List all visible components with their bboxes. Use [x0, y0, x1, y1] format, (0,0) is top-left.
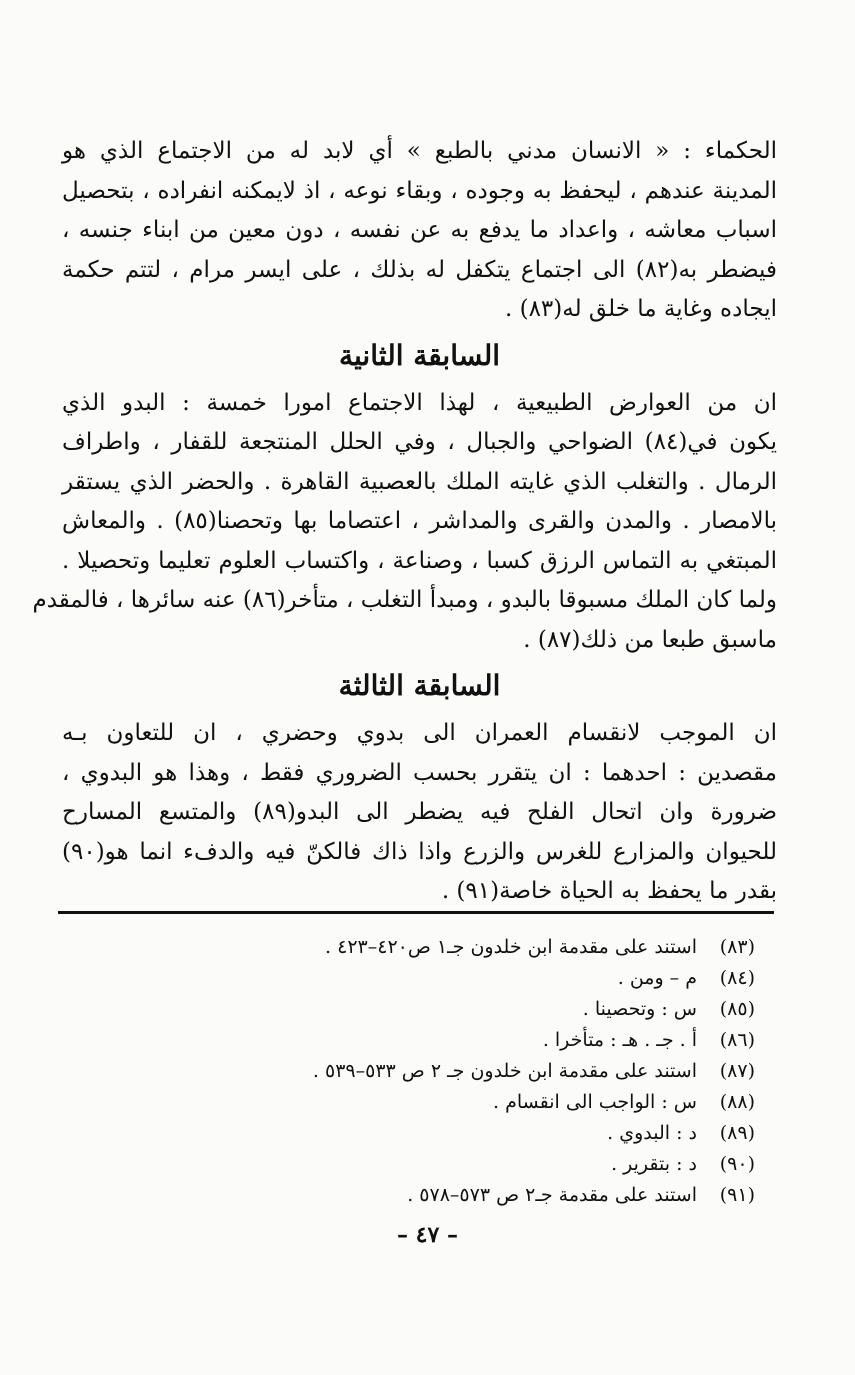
text-line: المدينة عندهم ، ليحفظ به وجوده ، وبقاء نوعه ، اذ لايمكنه انفراده ، بتحصيل	[62, 177, 777, 204]
footnote	[150, 1056, 755, 1087]
footnote	[150, 1025, 755, 1056]
paragraph-3	[62, 714, 777, 912]
text-line: ايجاده وغاية ما خلق له(٨٣) .	[504, 296, 777, 322]
footnote	[150, 1118, 755, 1149]
footnote-divider	[58, 911, 774, 914]
footnote	[150, 1180, 755, 1211]
text-line: ماسبق طبعا من ذلك(٨٧) .	[523, 626, 777, 653]
footnote	[150, 1149, 755, 1180]
page-number: – ٤٧ –	[397, 1222, 458, 1248]
section-heading-second: السابقة الثانية	[338, 338, 501, 372]
footnote-number: (٨٣)	[719, 936, 755, 958]
text-line: الرمال . والتغلب الذي غايته الملك بالعصبية القاهرة . والحضر الذي يستقر	[62, 468, 777, 495]
text-line: المبتغي به التماس الرزق كسبا ، وصناعة ، واكتساب العلوم تعليما وتحصيلا .	[62, 547, 777, 574]
text-line: ان من العوارض الطبيعية ، لهذا الاجتماع امورا خمسة : البدو الذي	[62, 389, 777, 416]
footnote-number: (٩٠)	[719, 1153, 755, 1175]
section-heading-third: السابقة الثالثة	[338, 669, 501, 702]
footnote	[150, 994, 755, 1025]
footnote-number: (٨٩)	[719, 1122, 755, 1144]
footnote-number: (٨٤)	[719, 967, 755, 989]
main-text	[32, 132, 778, 912]
footnote-number: (٨٨)	[719, 1091, 755, 1113]
footnote-text: أ . جـ . هـ : متأخرا .	[542, 1029, 697, 1051]
footnote-text: س : الواجب الى انقسام .	[493, 1091, 697, 1113]
text-line: ان الموجب لانقسام العمران الى بدوي وحضري ، ان للتعاون بـه	[62, 720, 777, 746]
footnote	[150, 932, 755, 963]
footnote-text: استند على مقدمة ابن خلدون جـ١ ص٤٢٠–٤٢٣ .	[325, 936, 697, 958]
footnote-number: (٩١)	[719, 1184, 755, 1206]
footnote-number: (٨٦)	[719, 1029, 755, 1051]
footnotes	[150, 932, 755, 1211]
text-line: للحيوان والمزارع للغرس والزرع واذا ذاك فالكنّ فيه والدفء انما هو(٩٠)	[62, 838, 777, 865]
footnote-text: استند على مقدمة جـ٢ ص ٥٧٣–٥٧٨ .	[407, 1184, 697, 1206]
footnote-text: د : بتقرير .	[611, 1153, 697, 1175]
footnote-text: د : البدوي .	[607, 1122, 697, 1144]
footnote	[150, 963, 755, 994]
paragraph-1	[62, 132, 777, 330]
text-line: مقصدين : احدهما : ان يتقرر بحسب الضروري فقط ، وهذا هو البدوي ،	[62, 759, 777, 786]
text-line: الحكماء : « الانسان مدني بالطبع » أي لابد له من الاجتماع الذي هو	[62, 138, 777, 164]
text-line: يكون في(٨٤) الضواحي والجبال ، وفي الحلل المنتجعة للقفار ، واطراف	[62, 429, 778, 455]
footnote	[150, 1087, 755, 1118]
footnote-number: (٨٥)	[719, 998, 755, 1020]
footnote-text: استند على مقدمة ابن خلدون جـ ٢ ص ٥٣٣–٥٣٩ .	[312, 1060, 697, 1082]
text-line: فيضطر به(٨٢) الى اجتماع يتكفل له بذلك ، على ايسر مرام ، لتتم حكمة	[62, 256, 777, 283]
paragraph-2	[32, 384, 778, 661]
text-line: اسباب معاشه ، واعداد ما يدفع به عن نفسه ، دون معين من ابناء جنسه ،	[62, 217, 777, 243]
text-line: ضرورة وان اتحال الفلح فيه يضطر الى البدو(٨٩) والمتسع المسارح	[62, 799, 777, 825]
text-line: بالامصار . والمدن والقرى والمداشر ، اعتصاما بها وتحصنا(٨٥) . والمعاش	[62, 508, 777, 534]
footnote-text: م – ومن .	[617, 967, 697, 989]
text-line: ولما كان الملك مسبوقا بالبدو ، ومبدأ التغلب ، متأخر(٨٦) عنه سائرها ، فالمقدم	[32, 587, 777, 613]
text-line: بقدر ما يحفظ به الحياة خاصة(٩١) .	[441, 878, 777, 904]
footnote-number: (٨٧)	[719, 1060, 755, 1082]
footnote-text: س : وتحصينا .	[582, 998, 697, 1020]
